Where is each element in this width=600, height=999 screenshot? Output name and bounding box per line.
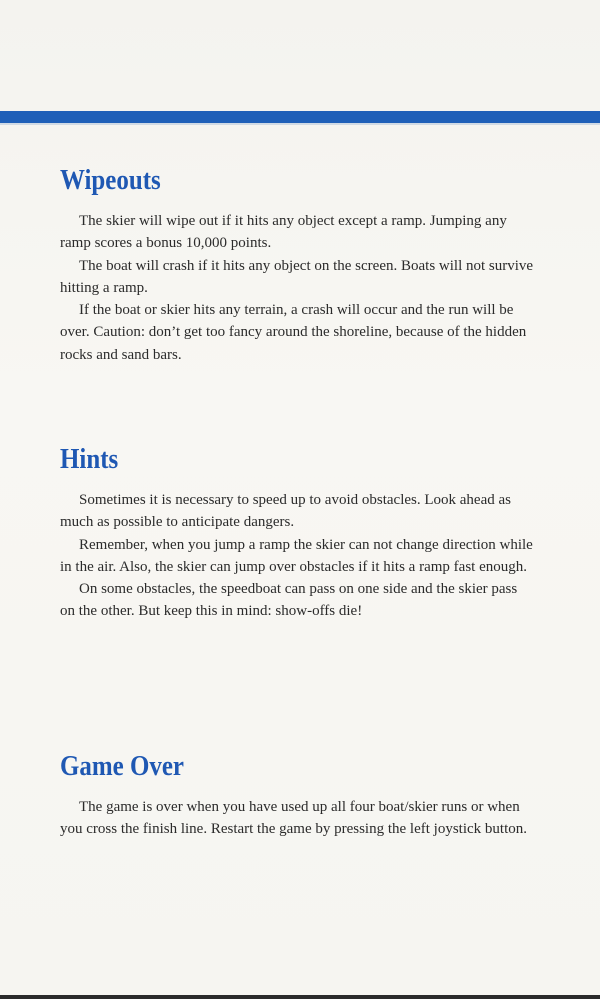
top-rule-shadow [0,123,600,125]
bottom-edge [0,995,600,999]
paragraph: On some obstacles, the speedboat can pass on one side and the skier pass on the other. But keep this in mind: show-offs die! [60,581,518,620]
section-game-over [60,749,535,841]
section-wipeouts [60,163,535,366]
top-blue-rule [0,111,600,123]
paragraph: The boat will crash if it hits any object on the screen. Boats will not survive hitting a ramp. [60,257,534,296]
paragraph: If the boat or skier hits any terrain, a crash will occur and the run will be over. Caution: don’t get too fancy around the shoreline, because of the hidden rocks and sand bars. [60,302,527,363]
section-heading-hints: Hints [60,443,119,475]
section-hints [60,442,535,623]
paragraph: The skier will wipe out if it hits any object except a ramp. Jumping any ramp scores a bonus 10,000 points. [60,213,507,252]
paragraph: The game is over when you have used up all four boat/skier runs or when you cross the finish line. Restart the game by pressing the left joystick button. [60,799,527,838]
section-heading-wipeouts: Wipeouts [60,164,161,196]
paragraph: Sometimes it is necessary to speed up to avoid obstacles. Look ahead as much as possible to anticipate dangers. [60,492,511,531]
section-heading-game-over: Game Over [60,750,184,782]
paragraph: Remember, when you jump a ramp the skier can not change direction while in the air. Also, the skier can jump over obstacles if it hits a ramp fast enough. [60,536,533,575]
